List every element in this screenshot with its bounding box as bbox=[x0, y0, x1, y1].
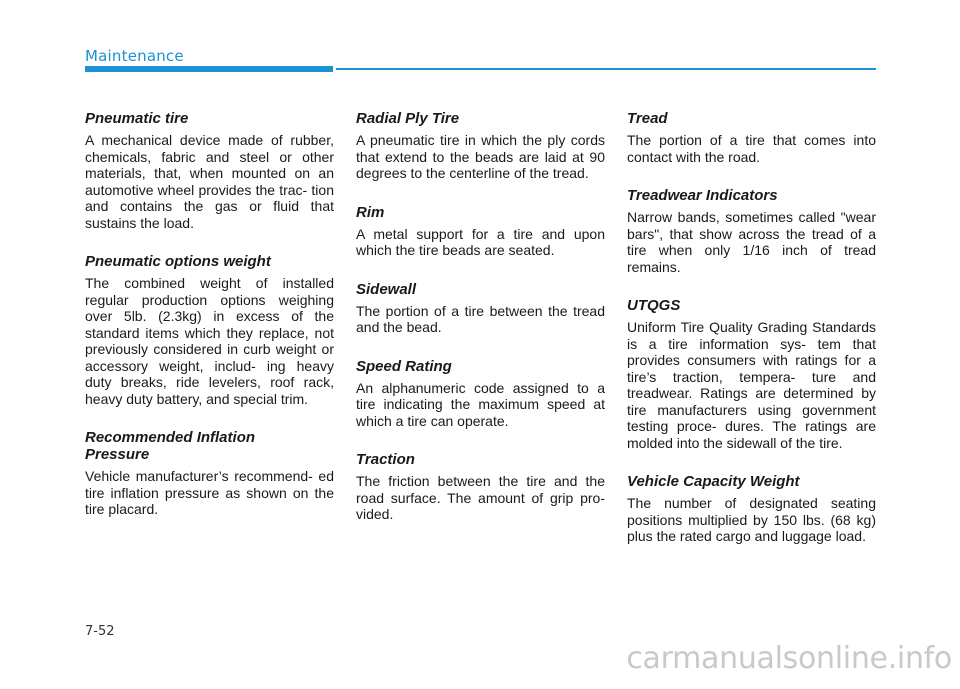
entry-definition: Uniform Tire Quality Grading Standards is a tire information sys- tem that provides consumers with ratings for a tire’s traction, tempera- ture and treadwear. Ratings are determined by tire manufacturers using government testing proce- dures. The ratings are molded into the sidewall of the tire. bbox=[627, 319, 876, 451]
column-2 bbox=[356, 110, 605, 545]
entry-definition: A mechanical device made of rubber, chemicals, fabric and steel or other materials, that, when mounted on an automotive wheel provides the trac- tion and contains the gas or fluid that sustains the load. bbox=[85, 132, 334, 231]
entry-term: Vehicle Capacity Weight bbox=[627, 473, 800, 490]
header-rule-thin bbox=[336, 68, 876, 70]
entry-term: Rim bbox=[356, 203, 385, 221]
entry-term: Traction bbox=[356, 451, 415, 468]
watermark[interactable]: carmanualsonline.info bbox=[626, 641, 952, 676]
entry-definition: Narrow bands, sometimes called "wear bars", that show across the tread of a tire when only 1/16 inch of tread remains. bbox=[627, 209, 876, 275]
entry-definition: A pneumatic tire in which the ply cords that extend to the beads are laid at 90 degrees to the centerline of the tread. bbox=[356, 132, 605, 181]
glossary-entry bbox=[85, 253, 334, 407]
entry-definition: Vehicle manufacturer’s recommend- ed tire inflation pressure as shown on the tire placard. bbox=[85, 468, 334, 517]
header-rule-thick bbox=[85, 66, 333, 72]
entry-term: Recommended Inflation Pressure bbox=[85, 429, 256, 463]
entry-term: Pneumatic tire bbox=[85, 110, 189, 127]
entry-definition: A metal support for a tire and upon which the tire beads are seated. bbox=[356, 225, 605, 258]
entry-definition: The friction between the tire and the road surface. The amount of grip pro- vided. bbox=[356, 473, 605, 522]
glossary-entry bbox=[356, 451, 605, 523]
glossary-entry bbox=[627, 187, 876, 275]
entry-definition: An alphanumeric code assigned to a tire indicating the maximum speed at which a tire can operate. bbox=[356, 379, 605, 429]
glossary-entry bbox=[356, 281, 605, 336]
column-1 bbox=[85, 110, 334, 540]
entry-definition: The number of designated seating positions multiplied by 150 lbs. (68 kg) plus the rated cargo and luggage load. bbox=[627, 495, 876, 544]
glossary-entry bbox=[627, 473, 876, 545]
column-3 bbox=[627, 110, 876, 567]
entry-term: UTQGS bbox=[627, 297, 681, 314]
entry-definition: The combined weight of installed regular production options weighing over 5lb. (2.3kg) in excess of the standard items which they replace, not previously considered in curb weight or accessory weight, includ- ing heavy duty breaks, ride levelers, roof rack, heavy duty battery, and special trim. bbox=[85, 275, 334, 407]
entry-term: Treadwear Indicators bbox=[627, 187, 778, 204]
page-number: 7-52 bbox=[85, 624, 115, 639]
entry-term: Sidewall bbox=[356, 280, 417, 298]
glossary-entry bbox=[627, 297, 876, 451]
glossary-entry bbox=[85, 110, 334, 231]
entry-term: Tread bbox=[627, 110, 668, 127]
glossary-entry bbox=[85, 429, 334, 518]
section-header: Maintenance bbox=[85, 47, 184, 65]
glossary-entry bbox=[356, 358, 605, 430]
entry-definition: The portion of a tire that comes into contact with the road. bbox=[627, 132, 876, 165]
glossary-entry bbox=[627, 110, 876, 165]
entry-term: Speed Rating bbox=[356, 357, 452, 375]
entry-definition: The portion of a tire between the tread and the bead. bbox=[356, 302, 605, 335]
entry-term: Radial Ply Tire bbox=[356, 110, 460, 127]
entry-term: Pneumatic options weight bbox=[85, 253, 271, 270]
glossary-entry bbox=[356, 204, 605, 259]
glossary-entry bbox=[356, 110, 605, 182]
